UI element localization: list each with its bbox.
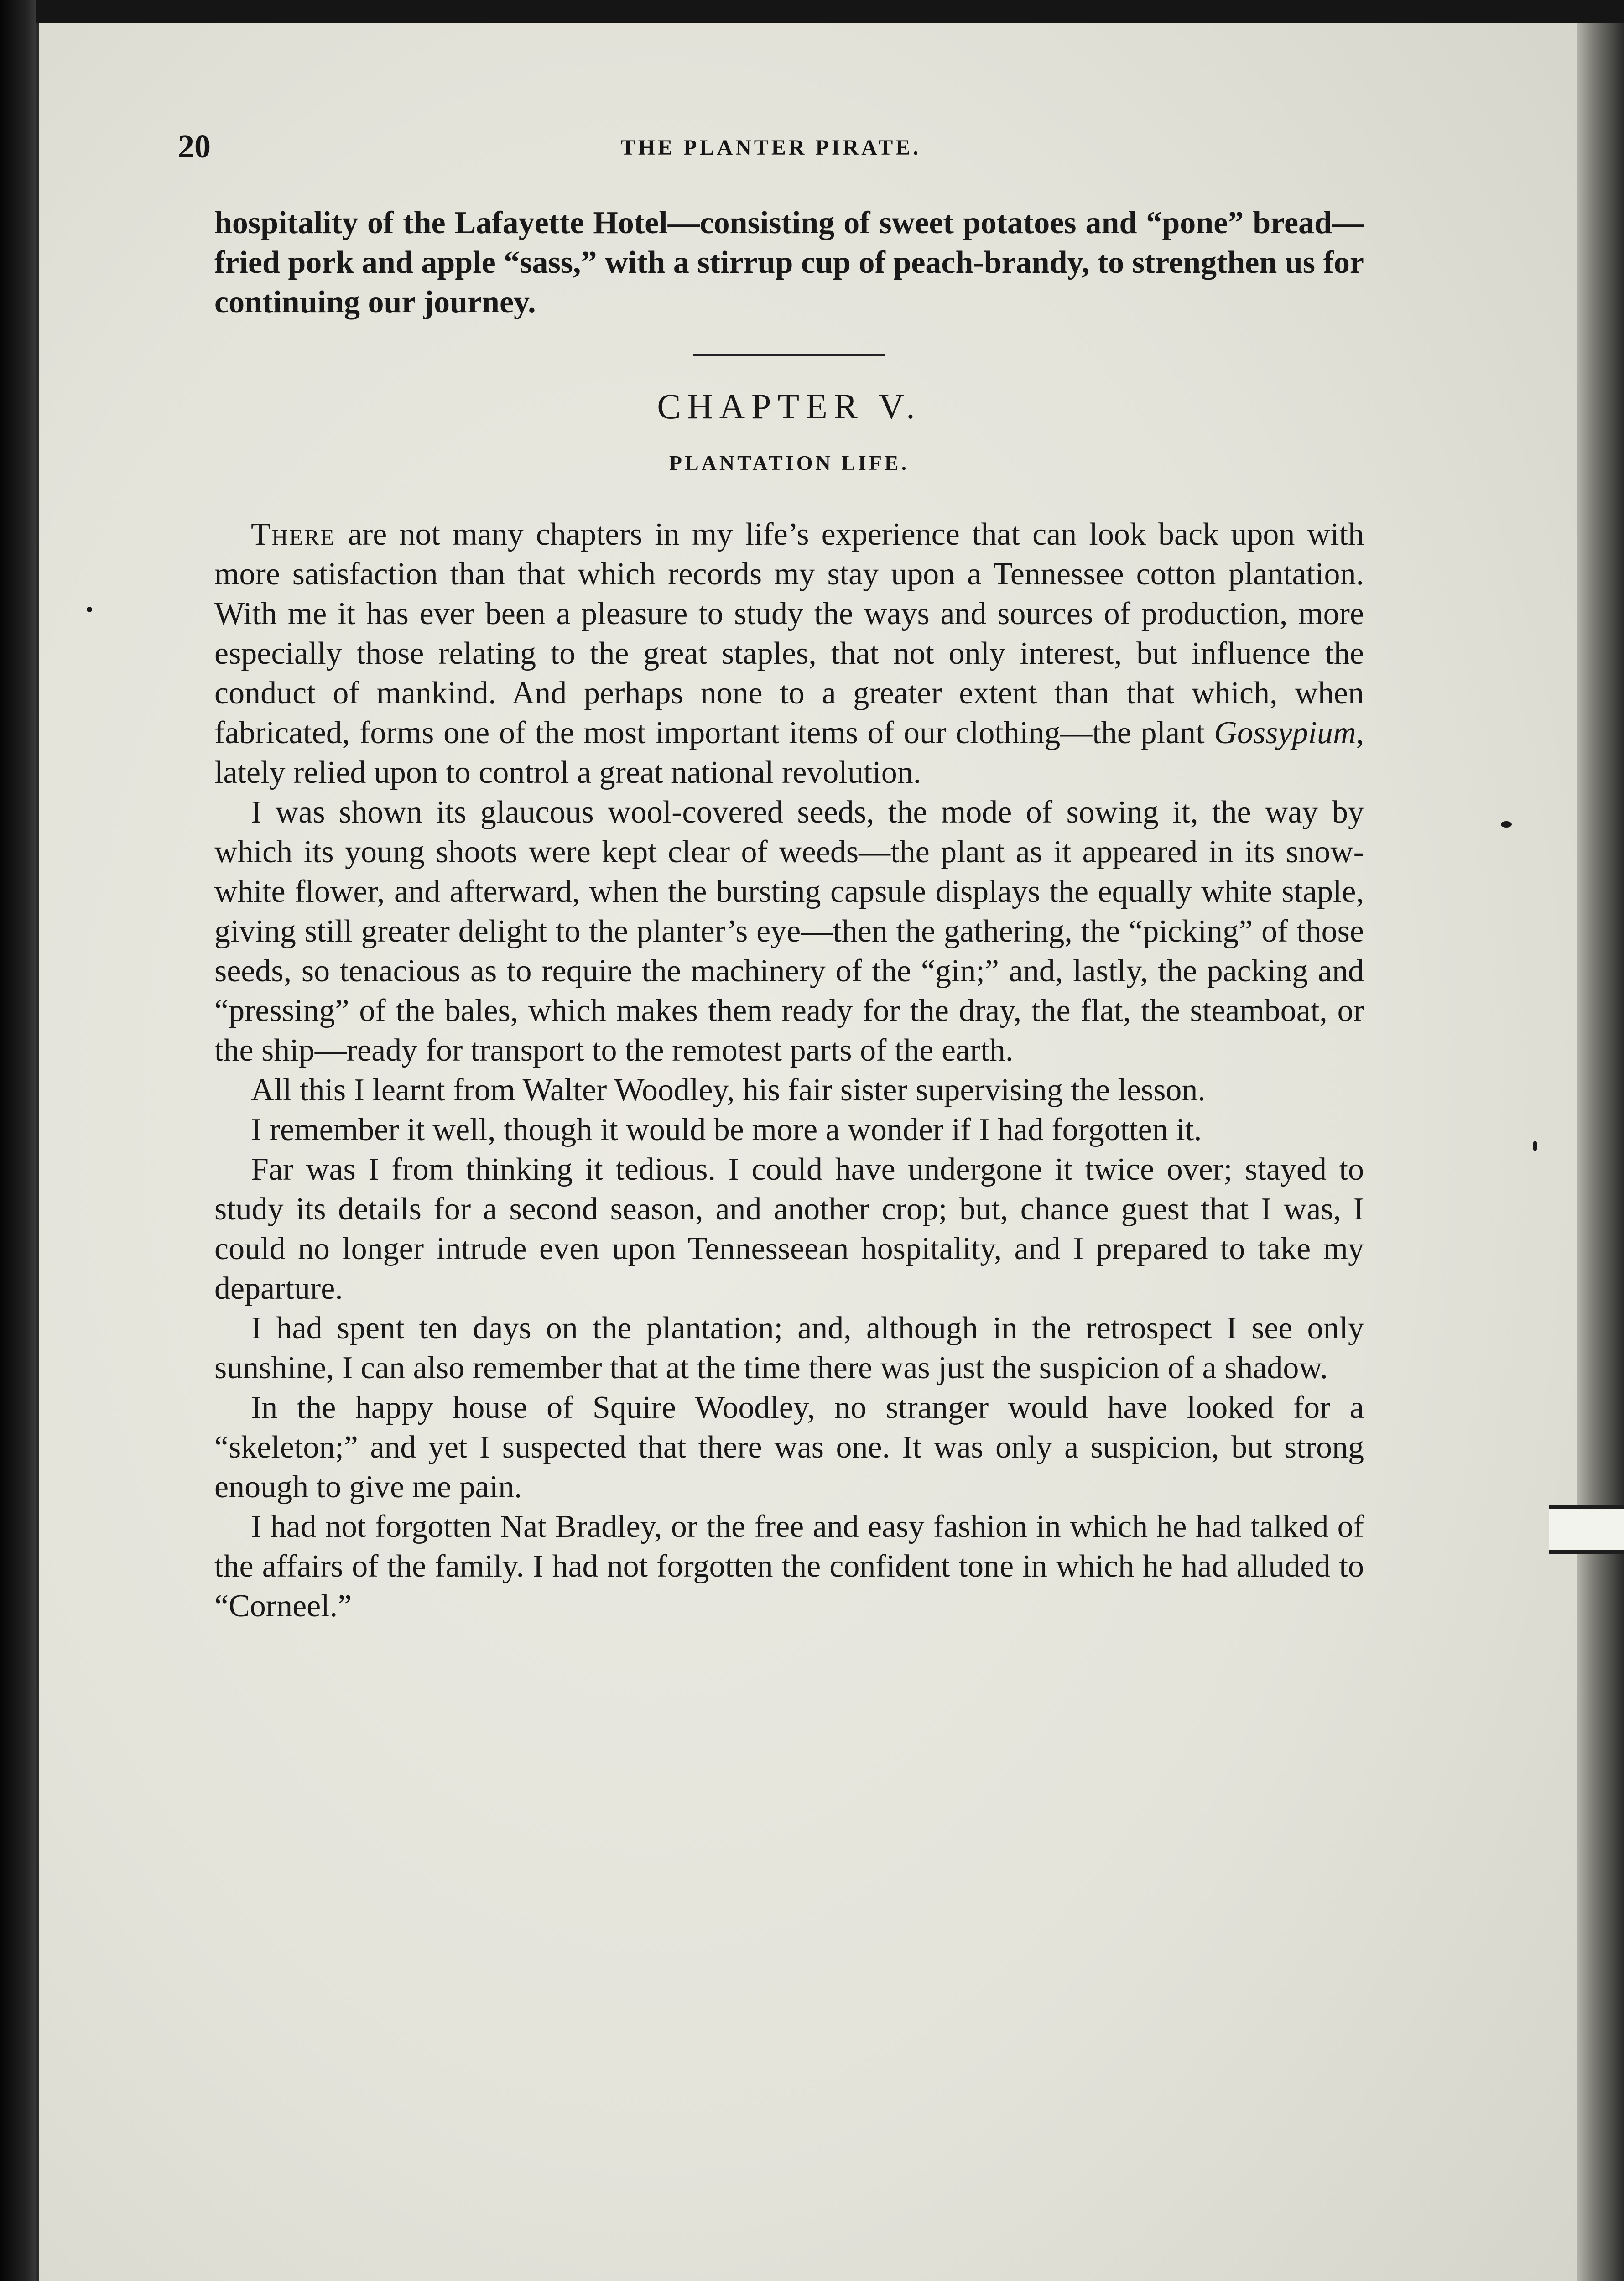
- page-header: [178, 128, 1364, 182]
- paragraph-3: All this I learnt from Walter Woodley, his fair sister supervising the lesson.: [251, 1073, 1206, 1108]
- running-title: THE PLANTER PIRATE.: [620, 135, 921, 160]
- torn-page-tab: [1549, 1505, 1624, 1554]
- paragraph-5: Far was I from thinking it tedious. I could have undergone it twice over; stayed to study its details for a second season, and another crop; but, chance guest that I was, I could no longer intrude even upon Tennesseean hospitality, and I prepared to take my departure.: [214, 1152, 1364, 1306]
- page-number: 20: [178, 128, 211, 165]
- paragraph-4: I remember it well, though it would be more a wonder if I had forgotten it.: [251, 1112, 1202, 1147]
- page-right-edge: [1574, 23, 1624, 2281]
- ink-speck: [1501, 821, 1512, 828]
- continuation-paragraph: hospitality of the Lafayette Hotel—consisting of sweet potatoes and “pone” bread—fried pork and apple “sass,” with a stirrup cup of peach-brandy, to strengthen us for continuing our journey.: [214, 205, 1364, 320]
- paragraph-1-text-a: are not many chapters in my life’s experience that can look back upon with more satisfaction than that which records my stay upon a Tennessee cotton plantation. With me it has ever been a pleasure to study the ways and sources of production, more especially those relating to the great staples, that not only interest, but influence the conduct of mankind. And perhaps none to a greater extent than that which, when fabricated, forms one of the most important items of our clothing—the plant: [214, 517, 1364, 750]
- paragraph-1: [214, 515, 1364, 792]
- ink-speck: [87, 607, 92, 612]
- paragraph-8: I had not forgotten Nat Bradley, or the free and easy fashion in which he had talked of the affairs of the family. I had not forgotten the confident tone in which he had alluded to “Corneel.”: [214, 1509, 1364, 1624]
- book-spine-shadow: [0, 0, 36, 2281]
- chapter-title: CHAPTER V.: [657, 386, 921, 426]
- chapter-subtitle: PLANTATION LIFE.: [669, 451, 910, 474]
- paragraph-7: In the happy house of Squire Woodley, no stranger would have looked for a “skeleton;” and yet I suspected that there was one. It was only a suspicion, but strong enough to give me pain.: [214, 1390, 1364, 1505]
- section-divider: [693, 354, 885, 356]
- ink-speck: [1533, 1140, 1537, 1151]
- paragraph-1-text-b: , lately relied upon to control a great national revolution.: [214, 715, 1364, 790]
- paragraph-lead-word: There: [251, 517, 336, 552]
- page-body: [214, 203, 1364, 1626]
- paragraph-2: I was shown its glaucous wool-covered seeds, the mode of sowing it, the way by which its young shoots were kept clear of weeds—the plant as it appeared in its snow-white flower, and afterward, when the bursting capsule displays the equally white staple, giving still greater delight to the planter’s eye—then the gathering, the “picking” of those seeds, so tenacious as to require the machinery of the “gin;” and, lastly, the packing and “pressing” of the bales, which makes them ready for the dray, the flat, the steamboat, or the ship—ready for transport to the remotest parts of the earth.: [214, 795, 1364, 1068]
- paragraph-6: I had spent ten days on the plantation; and, although in the retrospect I see only sunshine, I can also remember that at the time there was just the suspicion of a shadow.: [214, 1311, 1364, 1385]
- paragraph-1-italic-term: Gossypium: [1214, 715, 1356, 750]
